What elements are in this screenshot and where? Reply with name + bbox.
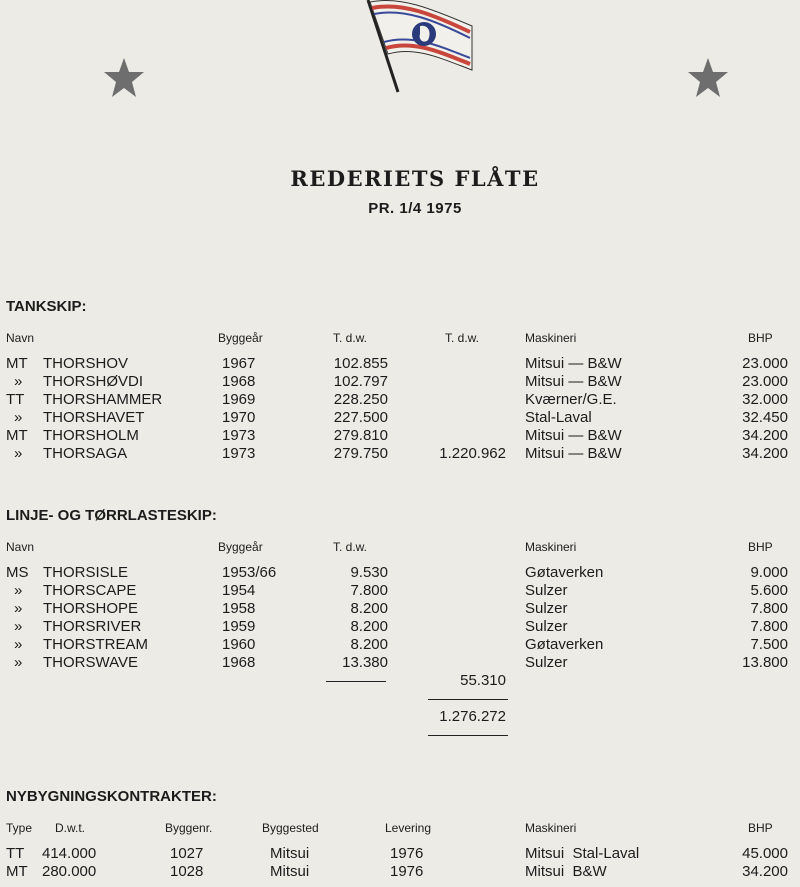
ship-prefix: TT (6, 391, 25, 408)
section-title-tankskip: TANKSKIP: (6, 298, 87, 315)
bhp-value: 7.500 (750, 636, 788, 653)
tdw-value: 228.250 (333, 391, 388, 408)
column-header-tdw: T. d.w. (333, 331, 368, 345)
machinery: Sulzer (525, 600, 568, 617)
bhp-value: 7.800 (750, 600, 788, 617)
ship-name: THORSAGA (43, 445, 128, 462)
ship-name: THORSHOLM (43, 427, 139, 444)
bhp-value: 7.800 (750, 618, 788, 635)
column-header-byggenr: Byggenr. (165, 821, 213, 835)
page-subtitle: PR. 1/4 1975 (368, 200, 462, 217)
subtotal-rule (326, 681, 386, 682)
tdw-value: 227.500 (333, 409, 388, 426)
build-year: 1953/66 (222, 564, 277, 581)
bhp-value: 34.200 (742, 427, 788, 444)
tdw-value: 9.530 (350, 564, 388, 581)
column-header-type: Type (6, 821, 33, 835)
build-year: 1954 (222, 582, 256, 599)
column-header-byggested: Byggested (262, 821, 319, 835)
tdw-value: 8.200 (350, 600, 388, 617)
shipyard: Mitsui (270, 863, 310, 880)
build-year: 1973 (222, 445, 256, 462)
machinery: Mitsui — B&W (525, 445, 622, 462)
column-header-bhp: BHP (748, 821, 773, 835)
star-icon (686, 56, 730, 100)
column-header-bhp: BHP (748, 540, 773, 554)
tdw-value: 102.855 (333, 355, 388, 372)
build-year: 1959 (222, 618, 256, 635)
ship-prefix: » (14, 654, 23, 671)
ship-prefix: » (14, 600, 23, 617)
machinery: Sulzer (525, 654, 568, 671)
ship-name: THORSISLE (43, 564, 129, 581)
delivery-year: 1976 (390, 845, 424, 862)
ship-prefix: » (14, 409, 23, 426)
column-header-navn: Navn (6, 331, 35, 345)
ship-name: THORSHOV (43, 355, 129, 372)
column-header-levering: Levering (385, 821, 432, 835)
star-icon (102, 56, 146, 100)
build-year: 1968 (222, 654, 256, 671)
grand-total: 1.276.272 (439, 708, 506, 725)
tdw-value: 13.380 (342, 654, 388, 671)
ship-type: TT (6, 845, 25, 862)
build-year: 1969 (222, 391, 256, 408)
ship-name: THORSRIVER (43, 618, 142, 635)
build-year: 1967 (222, 355, 256, 372)
ship-type: MT (6, 863, 28, 880)
machinery: Sulzer (525, 582, 568, 599)
dwt-value: 280.000 (42, 863, 97, 880)
page-title: REDERIETS FLÅTE (290, 166, 540, 191)
machinery: Mitsui — B&W (525, 373, 622, 390)
build-year: 1968 (222, 373, 256, 390)
bhp-value: 23.000 (742, 355, 788, 372)
build-year: 1960 (222, 636, 256, 653)
shipyard: Mitsui (270, 845, 310, 862)
ship-prefix: MT (6, 355, 28, 372)
machinery: Kværner/G.E. (525, 391, 617, 408)
bhp-value: 23.000 (742, 373, 788, 390)
machinery: Mitsui B&W (525, 863, 607, 880)
total-rule-bottom (428, 735, 508, 736)
section-title-nybygg: NYBYGNINGSKONTRAKTER: (6, 788, 217, 805)
tdw-value: 8.200 (350, 636, 388, 653)
bhp-value: 32.000 (742, 391, 788, 408)
column-header-maskineri: Maskineri (525, 331, 577, 345)
total-rule-top (428, 699, 508, 700)
machinery: Stal-Laval (525, 409, 592, 426)
tdw-value: 279.810 (333, 427, 388, 444)
hull-number: 1027 (170, 845, 204, 862)
bhp-value: 9.000 (750, 564, 788, 581)
bhp-value: 34.200 (742, 445, 788, 462)
machinery: Mitsui — B&W (525, 427, 622, 444)
column-header-dwt: D.w.t. (55, 821, 86, 835)
linje-subtotal: 55.310 (460, 672, 506, 689)
ship-prefix: » (14, 445, 23, 462)
column-header-maskineri: Maskineri (525, 540, 577, 554)
tdw-value: 102.797 (333, 373, 388, 390)
machinery: Mitsui Stal-Laval (525, 845, 640, 862)
machinery: Gøtaverken (525, 636, 604, 653)
machinery: Gøtaverken (525, 564, 604, 581)
hull-number: 1028 (170, 863, 204, 880)
ship-prefix: » (14, 636, 23, 653)
tdw-total: 1.220.962 (439, 445, 506, 462)
column-header-navn: Navn (6, 540, 35, 554)
bhp-value: 45.000 (742, 845, 788, 862)
column-header-byggear: Byggeår (218, 540, 263, 554)
ship-name: THORSTREAM (43, 636, 148, 653)
ship-name: THORSCAPE (43, 582, 137, 599)
ship-name: THORSHAVET (43, 409, 145, 426)
ship-name: THORSHAMMER (43, 391, 163, 408)
column-header-tdw-total: T. d.w. (445, 331, 480, 345)
ship-name: THORSHØVDI (43, 373, 144, 390)
section-title-linje: LINJE- OG TØRRLASTESKIP: (6, 507, 217, 524)
delivery-year: 1976 (390, 863, 424, 880)
column-header-tdw: T. d.w. (333, 540, 368, 554)
ship-prefix: MT (6, 427, 28, 444)
build-year: 1958 (222, 600, 256, 617)
tdw-value: 279.750 (333, 445, 388, 462)
build-year: 1970 (222, 409, 256, 426)
ship-name: THORSWAVE (43, 654, 139, 671)
ship-prefix: » (14, 618, 23, 635)
bhp-value: 32.450 (742, 409, 788, 426)
ship-prefix: » (14, 582, 23, 599)
tdw-value: 8.200 (350, 618, 388, 635)
bhp-value: 13.800 (742, 654, 788, 671)
bhp-value: 34.200 (742, 863, 788, 880)
column-header-bhp: BHP (748, 331, 773, 345)
ship-prefix: » (14, 373, 23, 390)
machinery: Mitsui — B&W (525, 355, 622, 372)
ship-name: THORSHOPE (43, 600, 139, 617)
column-header-maskineri: Maskineri (525, 821, 577, 835)
tdw-value: 7.800 (350, 582, 388, 599)
company-flag-icon (360, 0, 480, 95)
dwt-value: 414.000 (42, 845, 97, 862)
ship-prefix: MS (6, 564, 29, 581)
column-header-byggear: Byggeår (218, 331, 263, 345)
bhp-value: 5.600 (750, 582, 788, 599)
build-year: 1973 (222, 427, 256, 444)
machinery: Sulzer (525, 618, 568, 635)
